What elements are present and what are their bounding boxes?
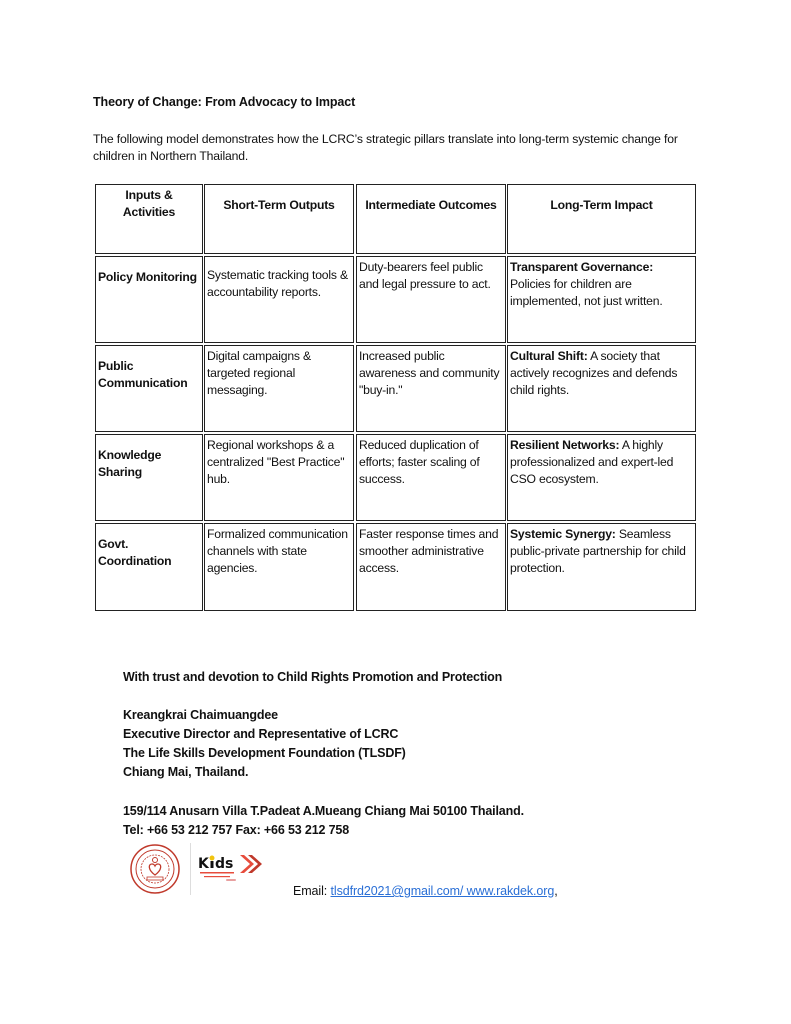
svg-text:K: K	[198, 856, 209, 872]
closing-line: With trust and devotion to Child Rights Promotion and Protection	[123, 670, 503, 684]
document-heading: Theory of Change: From Advocacy to Impact	[93, 95, 356, 109]
table-cell-impact	[507, 256, 696, 343]
table-cell-impact	[507, 434, 696, 521]
email-label: Email:	[293, 884, 331, 898]
table-cell-outcome: Duty-bearers feel public and legal pressure to act.	[356, 256, 506, 343]
table-row-label	[95, 345, 203, 432]
row-label-text: Govt. Coordination	[98, 537, 172, 568]
impact-text: A highly professionalized and expert-led CSO ecosystem.	[510, 438, 674, 486]
table-row-label	[95, 256, 203, 343]
table-cell-output: Systematic tracking tools & accountability reports.	[204, 256, 354, 343]
header-label: Short-Term Outputs	[223, 198, 335, 212]
signature-block	[123, 706, 406, 782]
impact-title: Resilient Networks:	[510, 438, 620, 452]
header-impact	[507, 184, 696, 254]
header-inputs	[95, 184, 203, 254]
impact-text: Policies for children are implemented, not just written.	[510, 277, 663, 308]
header-outcomes	[356, 184, 506, 254]
table-cell-outcome: Increased public awareness and community "buy-in."	[356, 345, 506, 432]
kids-logo-icon	[196, 852, 270, 884]
table-row-label	[95, 434, 203, 521]
tlsdf-seal-logo-icon	[124, 843, 186, 895]
row-label-text: Policy Monitoring	[98, 270, 197, 284]
phone-fax: Tel: +66 53 212 757 Fax: +66 53 212 758	[123, 823, 350, 837]
impact-title: Cultural Shift:	[510, 349, 588, 363]
table-cell-outcome: Faster response times and smoother administrative access.	[356, 523, 506, 611]
header-label: Inputs & Activities	[122, 188, 176, 219]
signatory-location: Chiang Mai, Thailand.	[123, 765, 249, 779]
header-label: Intermediate Outcomes	[365, 198, 497, 212]
table-cell-output: Digital campaigns & targeted regional messaging.	[204, 345, 354, 432]
table-cell-impact	[507, 345, 696, 432]
header-label: Long-Term Impact	[550, 198, 653, 212]
row-label-text: Public Communication	[98, 359, 188, 390]
email-line	[293, 884, 558, 898]
impact-text: Seamless public-private partnership for child protection.	[510, 527, 686, 575]
impact-text: A society that actively recognizes and defends child rights.	[510, 349, 678, 397]
email-suffix: ,	[554, 884, 558, 898]
postal-address: 159/114 Anusarn Villa T.Padeat A.Mueang Chiang Mai 50100 Thailand.	[123, 804, 524, 818]
table-cell-output: Formalized communication channels with state agencies.	[204, 523, 354, 611]
svg-text:ds: ds	[215, 856, 234, 872]
table-cell-outcome: Reduced duplication of efforts; faster scaling of success.	[356, 434, 506, 521]
row-label-text: Knowledge Sharing	[98, 448, 162, 479]
signatory-organization: The Life Skills Development Foundation (TLSDF)	[123, 746, 406, 760]
table-cell-output: Regional workshops & a centralized "Best Practice" hub.	[204, 434, 354, 521]
table-cell-impact	[507, 523, 696, 611]
intro-paragraph: The following model demonstrates how the LCRC’s strategic pillars translate into long-term systemic change for children in Northern Thailand.	[93, 132, 678, 163]
logo-divider	[190, 843, 191, 895]
header-outputs	[204, 184, 354, 254]
impact-title: Systemic Synergy:	[510, 527, 616, 541]
signatory-position: Executive Director and Representative of LCRC	[123, 727, 399, 741]
impact-title: Transparent Governance:	[510, 260, 654, 274]
table-row-label	[95, 523, 203, 611]
email-website-link[interactable]: tlsdfrd2021@gmail.com/ www.rakdek.org	[330, 884, 555, 898]
signatory-name: Kreangkrai Chaimuangdee	[123, 708, 278, 722]
contact-block	[123, 802, 524, 840]
